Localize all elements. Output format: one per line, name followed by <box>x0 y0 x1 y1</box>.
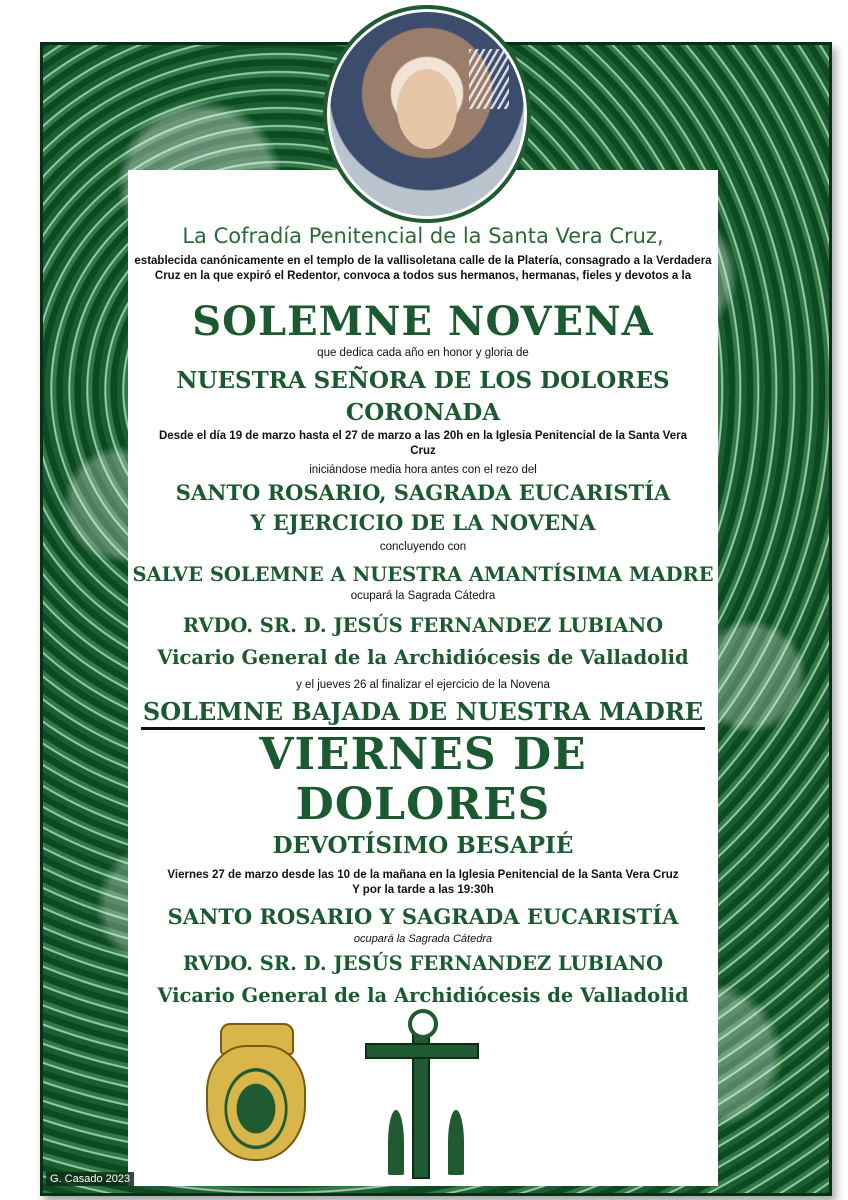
halo-rays <box>469 49 509 109</box>
bajada-title: SOLEMNE BAJADA DE NUESTRA MADRE <box>141 697 705 730</box>
besapie-title: DEVOTÍSIMO BESAPIÉ <box>272 832 574 859</box>
predicador-1: RVDO. SR. D. JESÚS FERNANDEZ LUBIANO <box>182 614 664 637</box>
viernes-title: VIERNES DE DOLORES <box>259 729 587 830</box>
left-spire-icon <box>388 1110 404 1175</box>
emblems-row <box>200 1015 500 1175</box>
virgin-medallion-image <box>323 5 531 223</box>
predicador-2: RVDO. SR. D. JESÚS FERNANDEZ LUBIANO <box>182 952 664 975</box>
cross-bar <box>365 1043 479 1059</box>
right-spire-icon <box>448 1110 464 1175</box>
virgen-title-line1: NUESTRA SEÑORA DE LOS DOLORES <box>176 367 670 394</box>
jueves-text: y el jueves 26 al finalizar el ejercicio de la Novena <box>296 679 550 691</box>
rosario-line2: Y EJERCICIO DE LA NOVENA <box>250 510 596 535</box>
cargo-1: Vicario General de la Archidiócesis de Valladolid <box>157 646 689 669</box>
concluyendo-text: concluyendo con <box>379 541 467 553</box>
fechas-text: Desde el día 19 de marzo hasta el 27 de marzo a las 20h en la Iglesia Penitencial de la Santa Vera Cruz <box>159 430 687 457</box>
ocupara-text-2: ocupará la Sagrada Cátedra <box>353 933 493 945</box>
cargo-2: Vicario General de la Archidiócesis de Valladolid <box>157 984 689 1007</box>
viernes-detalle: Viernes 27 de marzo desde las 10 de la mañana en la Iglesia Penitencial de la Santa Vera Cruz <box>167 869 679 881</box>
ocupara-text-1: ocupará la Sagrada Cátedra <box>350 590 496 602</box>
intro-body: establecida canónicamente en el templo de la vallisoletana calle de la Platería, consagrado a la Verdadera Cruz en la que expiró el Redentor, convoca a todos sus hermanos, hermanas, fieles y devotos a la <box>134 255 712 282</box>
cross-icon <box>412 1015 430 1179</box>
tarde-text: Y por la tarde a las 19:30h <box>352 884 494 896</box>
rosario2-title: SANTO ROSARIO Y SAGRADA EUCARISTÍA <box>167 904 679 929</box>
novena-title: SOLEMNE NOVENA <box>192 298 654 345</box>
dedica-text: que dedica cada año en honor y gloria de <box>317 347 529 359</box>
cross-finial <box>408 1009 438 1039</box>
iniciandose-text: iniciándose media hora antes con el rezo del <box>309 464 537 476</box>
virgin-face <box>397 69 457 149</box>
rosario-line1: SANTO ROSARIO, SAGRADA EUCARISTÍA <box>175 480 671 505</box>
virgen-title-line2: CORONADA <box>345 399 501 426</box>
poster-text <box>128 224 718 1010</box>
bajada-wrapper <box>128 697 718 730</box>
artist-signature: G. Casado 2023 <box>46 1172 134 1186</box>
coat-of-arms-icon <box>206 1045 306 1161</box>
salve-title: SALVE SOLEMNE A NUESTRA AMANTÍSIMA MADRE <box>132 563 714 586</box>
intro-title: La Cofradía Penitencial de la Santa Vera Cruz, <box>182 224 664 248</box>
